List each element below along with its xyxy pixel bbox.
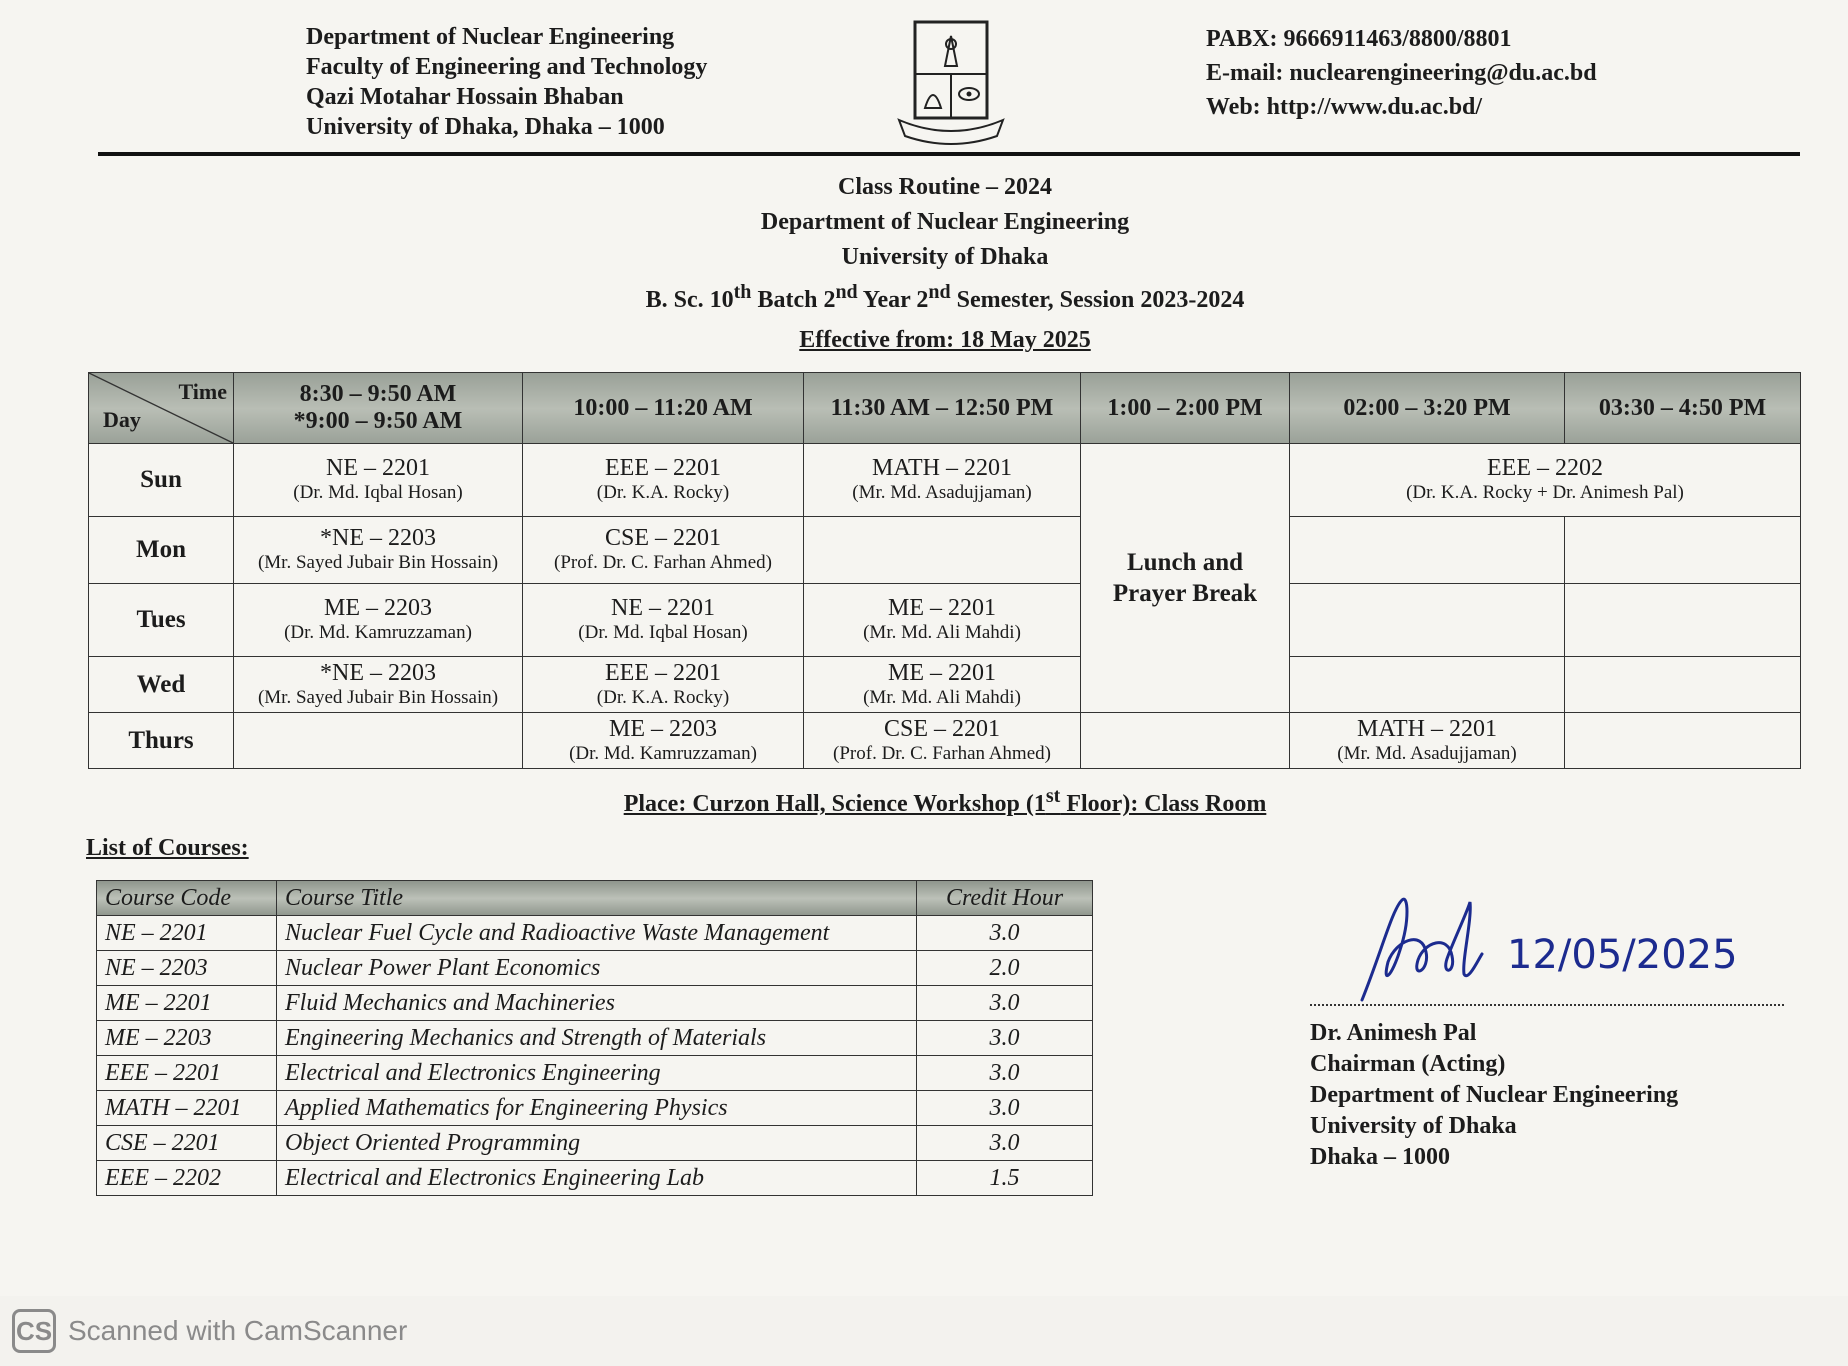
empty-cell <box>1081 713 1290 769</box>
slot-header: 1:00 – 2:00 PM <box>1081 373 1290 444</box>
course-row: NE – 2201 Nuclear Fuel Cycle and Radioactive Waste Management 3.0 <box>97 916 1093 951</box>
class-cell: ME – 2201 (Mr. Md. Ali Mahdi) <box>804 584 1081 657</box>
signatory-block <box>1310 1018 1678 1173</box>
signatory-line: Dr. Animesh Pal <box>1310 1020 1477 1046</box>
day-label: Day <box>103 407 141 432</box>
course-row: MATH – 2201 Applied Mathematics for Engineering Physics 3.0 <box>97 1091 1093 1126</box>
signatory-line: Department of Nuclear Engineering <box>1310 1082 1679 1108</box>
column-header: Course Code <box>97 881 277 916</box>
course-row: ME – 2201 Fluid Mechanics and Machineries 3.0 <box>97 986 1093 1021</box>
effective-date: Effective from: 18 May 2025 <box>799 327 1091 353</box>
class-cell: EEE – 2201 (Dr. K.A. Rocky) <box>523 657 804 713</box>
routine-titles <box>0 170 1848 318</box>
contact-line: PABX: 9666911463/8800/8801 <box>1206 26 1512 52</box>
course-row: EEE – 2202 Electrical and Electronics Engineering Lab 1.5 <box>97 1161 1093 1196</box>
class-routine-table <box>88 372 1801 769</box>
corner-header <box>89 373 234 444</box>
class-place: Place: Curzon Hall, Science Workshop (1st Floor): Class Room <box>623 785 1267 817</box>
slot-header: 10:00 – 11:20 AM <box>523 373 804 444</box>
routine-row-thu <box>89 713 1801 769</box>
day-cell: Thurs <box>89 713 234 769</box>
handwritten-signature <box>1352 890 1772 1010</box>
class-cell: EEE – 2202 (Dr. K.A. Rocky + Dr. Animesh Pal) <box>1290 444 1801 517</box>
course-list-table <box>96 880 1093 1196</box>
course-list-heading: List of Courses: <box>86 835 249 861</box>
watermark-text: Scanned with CamScanner <box>68 1315 408 1346</box>
slot-header: 03:30 – 4:50 PM <box>1565 373 1801 444</box>
empty-cell <box>1290 517 1565 584</box>
title-line: Class Routine – 2024 <box>837 174 1053 200</box>
day-cell: Tues <box>89 584 234 657</box>
address-line: Faculty of Engineering and Technology <box>306 54 708 80</box>
address-line: Department of Nuclear Engineering <box>306 24 675 50</box>
class-cell: MATH – 2201 (Mr. Md. Asadujjaman) <box>1290 713 1565 769</box>
course-row: NE – 2203 Nuclear Power Plant Economics 2.0 <box>97 951 1093 986</box>
signatory-line: Chairman (Acting) <box>1310 1051 1506 1077</box>
class-cell: ME – 2201 (Mr. Md. Ali Mahdi) <box>804 657 1081 713</box>
slot-header: 8:30 – 9:50 AM *9:00 – 9:50 AM <box>234 373 523 444</box>
class-cell: *NE – 2203 (Mr. Sayed Jubair Bin Hossain) <box>234 517 523 584</box>
slot-header: 11:30 AM – 12:50 PM <box>804 373 1081 444</box>
class-cell: NE – 2201 (Dr. Md. Iqbal Hosan) <box>523 584 804 657</box>
department-address <box>306 22 707 142</box>
contact-line: Web: http://www.du.ac.bd/ <box>1206 94 1483 120</box>
slot-header: 02:00 – 3:20 PM <box>1290 373 1565 444</box>
empty-cell <box>1565 713 1801 769</box>
column-header: Credit Hour <box>917 881 1093 916</box>
class-cell: CSE – 2201 (Prof. Dr. C. Farhan Ahmed) <box>523 517 804 584</box>
empty-cell <box>1565 657 1801 713</box>
class-cell: MATH – 2201 (Mr. Md. Asadujjaman) <box>804 444 1081 517</box>
course-header-row <box>97 881 1093 916</box>
empty-cell <box>1290 657 1565 713</box>
routine-row-sun <box>89 444 1801 517</box>
class-cell: EEE – 2201 (Dr. K.A. Rocky) <box>523 444 804 517</box>
course-row: EEE – 2201 Electrical and Electronics Engineering 3.0 <box>97 1056 1093 1091</box>
routine-row-tue <box>89 584 1801 657</box>
column-header: Course Title <box>277 881 917 916</box>
signature-date: 12/05/2025 <box>1507 932 1738 978</box>
camscanner-logo-icon: CS <box>12 1309 56 1353</box>
class-cell: NE – 2201 (Dr. Md. Iqbal Hosan) <box>234 444 523 517</box>
routine-row-wed <box>89 657 1801 713</box>
empty-cell <box>804 517 1081 584</box>
class-cell: ME – 2203 (Dr. Md. Kamruzzaman) <box>523 713 804 769</box>
class-cell: ME – 2203 (Dr. Md. Kamruzzaman) <box>234 584 523 657</box>
title-line: B. Sc. 10th Batch 2nd Year 2nd Semester, Session 2023-2024 <box>645 281 1245 313</box>
time-label: Time <box>178 379 227 404</box>
signature-line <box>1310 1004 1784 1006</box>
class-cell: CSE – 2201 (Prof. Dr. C. Farhan Ahmed) <box>804 713 1081 769</box>
address-line: Qazi Motahar Hossain Bhaban <box>306 84 624 110</box>
empty-cell <box>1565 517 1801 584</box>
day-cell: Sun <box>89 444 234 517</box>
title-line: Department of Nuclear Engineering <box>760 209 1130 235</box>
day-cell: Mon <box>89 517 234 584</box>
course-row: ME – 2203 Engineering Mechanics and Strength of Materials 3.0 <box>97 1021 1093 1056</box>
header-rule <box>98 152 1800 156</box>
class-cell: *NE – 2203 (Mr. Sayed Jubair Bin Hossain) <box>234 657 523 713</box>
day-cell: Wed <box>89 657 234 713</box>
contact-line: E-mail: nuclearengineering@du.ac.bd <box>1206 60 1597 86</box>
empty-cell <box>234 713 523 769</box>
department-contact <box>1206 22 1597 124</box>
signatory-line: Dhaka – 1000 <box>1310 1144 1451 1170</box>
address-line: University of Dhaka, Dhaka – 1000 <box>306 114 665 140</box>
lunch-break-cell: Lunch and Prayer Break <box>1081 444 1290 713</box>
routine-row-mon <box>89 517 1801 584</box>
signatory-line: University of Dhaka <box>1310 1113 1517 1139</box>
title-line: University of Dhaka <box>841 244 1049 270</box>
camscanner-watermark <box>12 1308 407 1354</box>
course-row: CSE – 2201 Object Oriented Programming 3.0 <box>97 1126 1093 1161</box>
university-seal-icon <box>893 16 1009 146</box>
empty-cell <box>1565 584 1801 657</box>
empty-cell <box>1290 584 1565 657</box>
